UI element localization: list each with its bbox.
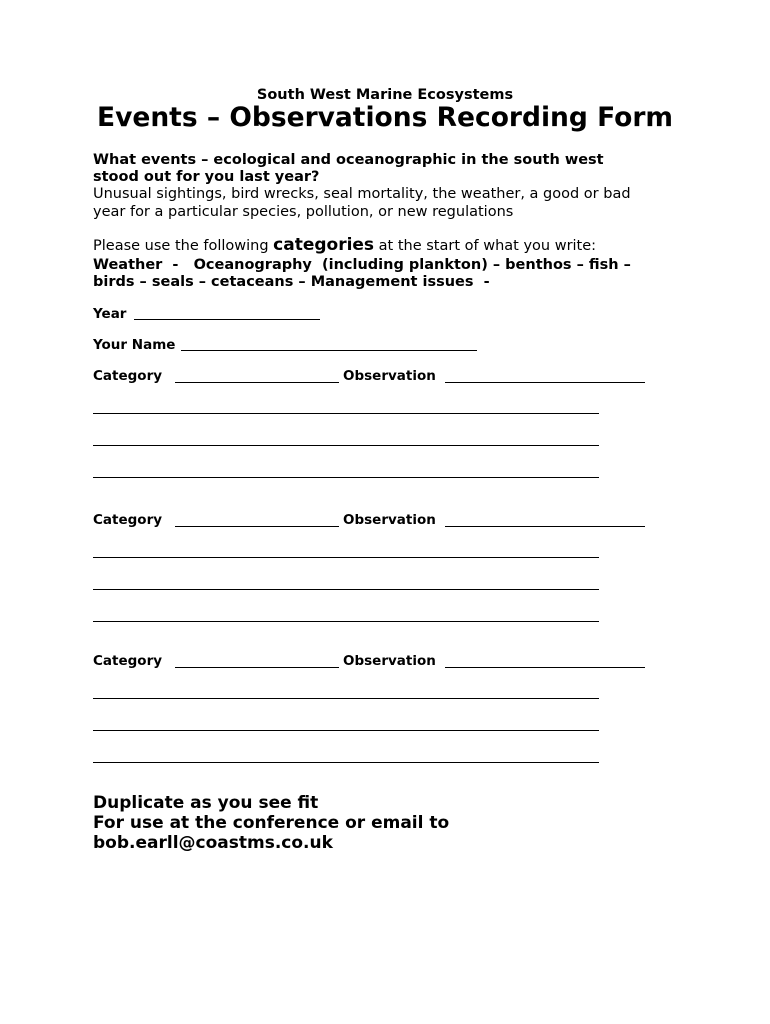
question-line-2: stood out for you last year? <box>93 169 320 185</box>
organization-name: South West Marine Ecosystems <box>256 87 514 103</box>
instructions-keyword: categories <box>273 235 375 255</box>
category-label: Category <box>93 512 163 528</box>
category-field[interactable] <box>175 382 339 383</box>
observation-line[interactable] <box>93 413 599 414</box>
observation-field[interactable] <box>445 382 645 383</box>
instructions-prefix: Please use the following <box>93 238 274 254</box>
observation-line[interactable] <box>93 730 599 731</box>
observation-label: Observation <box>343 512 436 528</box>
instructions-text <box>93 237 596 255</box>
category-label: Category <box>93 368 163 384</box>
form-title: Events – Observations Recording Form <box>96 102 674 133</box>
observation-line[interactable] <box>93 621 599 622</box>
observation-line[interactable] <box>93 445 599 446</box>
categories-line-2: birds – seals – cetaceans – Management issues - <box>93 274 490 290</box>
observation-label: Observation <box>343 653 436 669</box>
year-field[interactable] <box>134 319 320 320</box>
examples-line-2: year for a particular species, pollution, or new regulations <box>93 204 514 220</box>
question-line-1: What events – ecological and oceanographic in the south west <box>93 152 604 168</box>
observation-line[interactable] <box>93 762 599 763</box>
footer-email[interactable]: bob.earll@coastms.co.uk <box>93 833 333 853</box>
observation-field[interactable] <box>445 667 645 668</box>
category-label: Category <box>93 653 163 669</box>
name-field[interactable] <box>181 350 477 351</box>
observation-line[interactable] <box>93 589 599 590</box>
observation-line[interactable] <box>93 698 599 699</box>
observation-field[interactable] <box>445 526 645 527</box>
examples-line-1: Unusual sightings, bird wrecks, seal mortality, the weather, a good or bad <box>93 186 631 202</box>
category-field[interactable] <box>175 526 339 527</box>
categories-line-1: Weather - Oceanography (including plankton) – benthos – fish – <box>93 257 631 273</box>
observation-line[interactable] <box>93 557 599 558</box>
observation-line[interactable] <box>93 477 599 478</box>
observation-label: Observation <box>343 368 436 384</box>
instructions-suffix: at the start of what you write: <box>374 238 597 254</box>
footer-usage: For use at the conference or email to <box>93 813 450 833</box>
category-field[interactable] <box>175 667 339 668</box>
name-label: Your Name <box>93 337 176 353</box>
year-label: Year <box>93 306 127 322</box>
footer-duplicate: Duplicate as you see fit <box>93 793 319 813</box>
